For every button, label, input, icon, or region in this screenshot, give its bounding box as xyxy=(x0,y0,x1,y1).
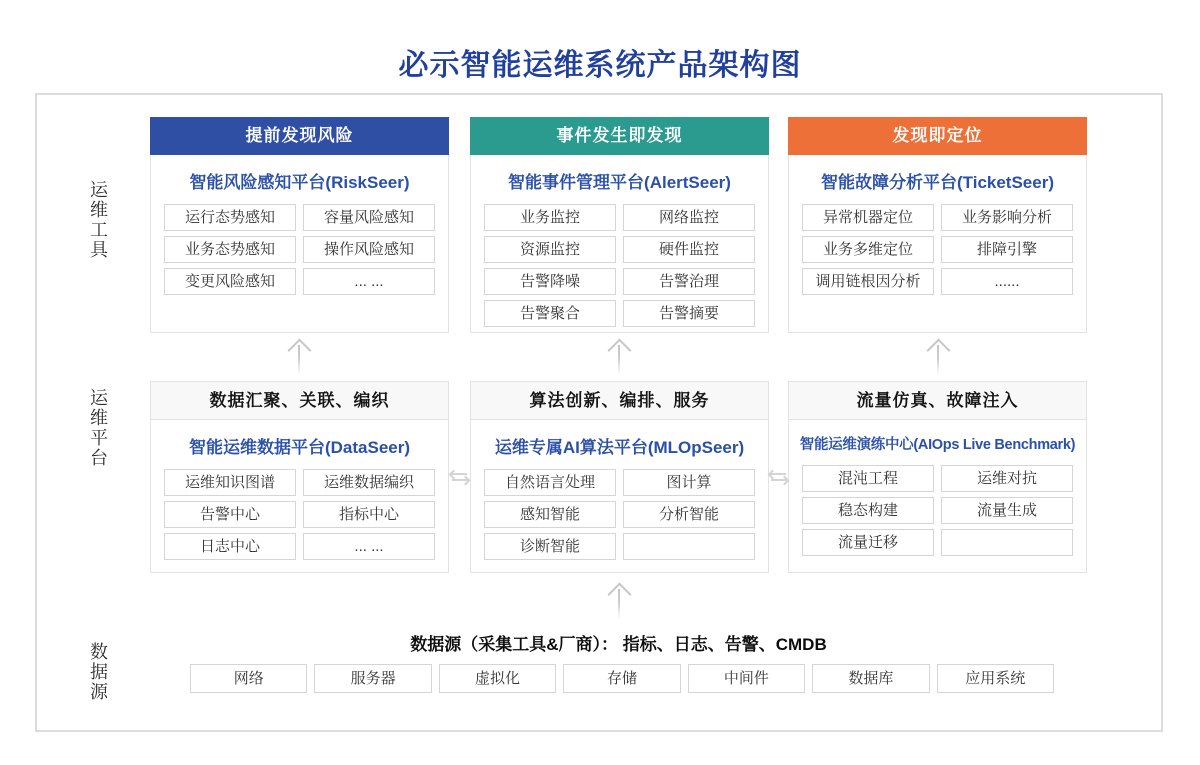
capability-item-empty xyxy=(623,533,755,560)
capability-item: 容量风险感知 xyxy=(303,204,435,231)
panel-alertseer xyxy=(470,117,769,333)
panel-body-data xyxy=(150,420,449,573)
panel-body-algo xyxy=(470,420,769,573)
item-grid xyxy=(151,469,448,560)
datasource-item: 服务器 xyxy=(314,664,431,693)
datasource-item: 网络 xyxy=(190,664,307,693)
datasource-item: 中间件 xyxy=(688,664,805,693)
page-title: 必示智能运维系统产品架构图 xyxy=(398,49,802,82)
platform-name-riskseer: 智能风险感知平台(RiskSeer) xyxy=(189,173,410,192)
item-grid xyxy=(471,469,768,560)
item-grid xyxy=(151,204,448,295)
capability-item: 硬件监控 xyxy=(623,236,755,263)
capability-item: 调用链根因分析 xyxy=(802,268,934,295)
datasource-list xyxy=(190,664,1054,693)
datasource-item: 虚拟化 xyxy=(439,664,556,693)
capability-item: 感知智能 xyxy=(484,501,616,528)
capability-item: 运维数据编织 xyxy=(303,469,435,496)
panel-header-ticket: 发现即定位 xyxy=(788,117,1087,155)
panel-header-algo: 算法创新、编排、服务 xyxy=(470,381,769,420)
up-arrow-icon xyxy=(605,583,633,620)
platform-name-dataseer: 智能运维数据平台(DataSeer) xyxy=(188,438,411,457)
panel-ticketseer xyxy=(788,117,1087,333)
panel-body-alert xyxy=(470,155,769,333)
capability-item: 告警治理 xyxy=(623,268,755,295)
capability-item: 业务监控 xyxy=(484,204,616,231)
capability-item: 业务影响分析 xyxy=(941,204,1073,231)
panel-body-traffic xyxy=(788,420,1087,573)
panel-header-traffic: 流量仿真、故障注入 xyxy=(788,381,1087,420)
capability-item: 流量生成 xyxy=(941,497,1073,524)
capability-item: 稳态构建 xyxy=(802,497,934,524)
capability-item: 运维对抗 xyxy=(941,465,1073,492)
datasource-item: 应用系统 xyxy=(937,664,1054,693)
side-label-datasource: 数据源 xyxy=(90,642,108,702)
platform-name-ticketseer: 智能故障分析平台(TicketSeer) xyxy=(820,173,1054,192)
up-arrow-icon xyxy=(605,339,633,376)
capability-item: 变更风险感知 xyxy=(164,268,296,295)
side-label-ops-tools: 运维工具 xyxy=(90,180,108,260)
capability-item: 图计算 xyxy=(623,469,755,496)
panel-header-data: 数据汇聚、关联、编织 xyxy=(150,381,449,420)
panel-header-alert: 事件发生即发现 xyxy=(470,117,769,155)
capability-item: 告警降噪 xyxy=(484,268,616,295)
exchange-arrows-icon xyxy=(769,470,788,484)
capability-item: 网络监控 xyxy=(623,204,755,231)
capability-item: ...... xyxy=(941,268,1073,295)
capability-item: 日志中心 xyxy=(164,533,296,560)
capability-item: 流量迁移 xyxy=(802,529,934,556)
capability-item: ... ... xyxy=(303,533,435,560)
platform-name-benchmark: 智能运维演练中心(AIOps Live Benchmark) xyxy=(799,437,1076,453)
panel-aiops-benchmark xyxy=(788,381,1087,573)
exchange-arrows-icon xyxy=(450,470,469,484)
capability-item: 指标中心 xyxy=(303,501,435,528)
capability-item: 异常机器定位 xyxy=(802,204,934,231)
panel-dataseer xyxy=(150,381,449,573)
capability-item: 诊断智能 xyxy=(484,533,616,560)
capability-item-empty xyxy=(941,529,1073,556)
platform-name-alertseer: 智能事件管理平台(AlertSeer) xyxy=(508,173,731,192)
capability-item: 业务态势感知 xyxy=(164,236,296,263)
item-grid xyxy=(789,465,1086,556)
capability-item: 告警摘要 xyxy=(623,300,755,327)
datasource-item: 数据库 xyxy=(812,664,929,693)
capability-item: ... ... xyxy=(303,268,435,295)
panel-header-risk: 提前发现风险 xyxy=(150,117,449,155)
datasource-item: 存储 xyxy=(563,664,680,693)
capability-item: 资源监控 xyxy=(484,236,616,263)
capability-item: 运行态势感知 xyxy=(164,204,296,231)
capability-item: 自然语言处理 xyxy=(484,469,616,496)
up-arrow-icon xyxy=(924,339,952,376)
capability-item: 业务多维定位 xyxy=(802,236,934,263)
panel-body-ticket xyxy=(788,155,1087,333)
capability-item: 操作风险感知 xyxy=(303,236,435,263)
capability-item: 运维知识图谱 xyxy=(164,469,296,496)
panel-riskseer xyxy=(150,117,449,333)
item-grid xyxy=(471,204,768,327)
item-grid xyxy=(789,204,1086,295)
datasource-label: 数据源（采集工具&厂商）： 指标、日志、告警、CMDB xyxy=(410,635,827,654)
capability-item: 分析智能 xyxy=(623,501,755,528)
panel-mlopseer xyxy=(470,381,769,573)
capability-item: 告警中心 xyxy=(164,501,296,528)
side-label-ops-platform: 运维平台 xyxy=(90,388,108,468)
capability-item: 排障引擎 xyxy=(941,236,1073,263)
capability-item: 告警聚合 xyxy=(484,300,616,327)
up-arrow-icon xyxy=(285,339,313,376)
panel-body-risk xyxy=(150,155,449,333)
capability-item: 混沌工程 xyxy=(802,465,934,492)
platform-name-mlopseer: 运维专属AI算法平台(MLOpSeer) xyxy=(494,438,745,457)
